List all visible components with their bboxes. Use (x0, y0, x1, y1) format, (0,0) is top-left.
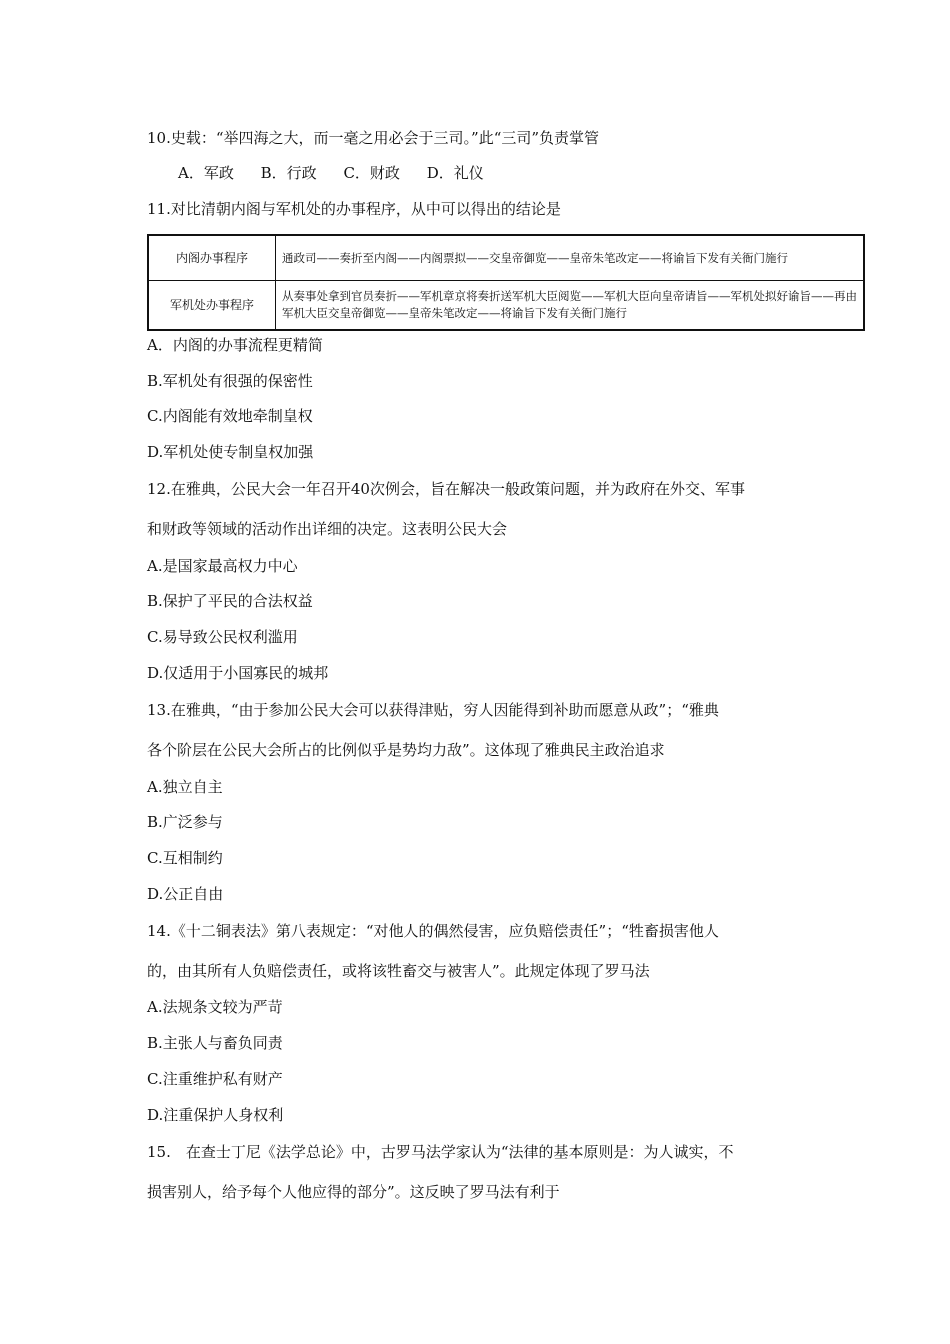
table-row-process: 通政司——奏折至内阁——内阁票拟——交皇帝御览——皇帝朱笔改定——将谕旨下发有关衙门施行 (276, 235, 865, 281)
question-13-stem-line-1: 13.在雅典，“由于参加公民大会可以获得津贴，穷人因能得到补助而愿意从政”；“雅典 (147, 701, 719, 719)
question-13-option-d: D.公正自由 (147, 885, 224, 903)
question-15-stem-line-1: 15. 在查士丁尼《法学总论》中，古罗马法学家认为“法律的基本原则是：为人诚实，不 (147, 1143, 734, 1161)
question-12-option-b: B.保护了平民的合法权益 (147, 592, 313, 610)
question-14-option-a: A.法规条文较为严苛 (147, 998, 283, 1016)
question-11-option-c: C.内阁能有效地牵制皇权 (147, 407, 313, 425)
question-10-option-d: D．礼仪 (426, 164, 484, 182)
question-10-stem: 10.史载：“举四海之大，而一毫之用必会于三司。”此“三司”负责掌管 (147, 129, 600, 147)
question-10-option-b: B．行政 (260, 164, 317, 182)
question-14-stem-line-1: 14.《十二铜表法》第八表规定：“对他人的偶然侵害，应负赔偿责任”；“牲畜损害他人 (147, 922, 719, 940)
question-14-stem-line-2: 的，由其所有人负赔偿责任，或将该牲畜交与被害人”。此规定体现了罗马法 (147, 962, 650, 980)
question-11-option-d: D.军机处使专制皇权加强 (147, 443, 314, 461)
question-11-stem: 11.对比清朝内阁与军机处的办事程序，从中可以得出的结论是 (147, 200, 561, 218)
question-13-stem-line-2: 各个阶层在公民大会所占的比例似乎是势均力敌”。这体现了雅典民主政治追求 (147, 741, 665, 759)
question-12-stem-line-1: 12.在雅典，公民大会一年召开40次例会，旨在解决一般政策问题，并为政府在外交、军事 (147, 480, 745, 498)
question-14-option-d: D.注重保护人身权利 (147, 1106, 284, 1124)
question-10-option-a: A．军政 (178, 164, 234, 182)
question-13-option-a: A.独立自主 (147, 778, 223, 796)
question-11-option-b: B.军机处有很强的保密性 (147, 372, 313, 390)
table-row-label: 军机处办事程序 (148, 281, 276, 331)
question-10-options (178, 163, 484, 183)
question-15-stem-line-2: 损害别人，给予每个人他应得的部分”。这反映了罗马法有利于 (147, 1183, 560, 1201)
question-14-option-b: B.主张人与畜负同责 (147, 1034, 283, 1052)
question-13-option-c: C.互相制约 (147, 849, 223, 867)
procedure-comparison-table (147, 234, 865, 331)
question-14-option-c: C.注重维护私有财产 (147, 1070, 283, 1088)
question-13-option-b: B.广泛参与 (147, 813, 223, 831)
table-row-label: 内阁办事程序 (148, 235, 276, 281)
question-12-stem-line-2: 和财政等领域的活动作出详细的决定。这表明公民大会 (147, 520, 508, 538)
question-12-option-c: C.易导致公民权利滥用 (147, 628, 298, 646)
table-row (148, 281, 864, 331)
question-12-option-d: D.仅适用于小国寡民的城邦 (147, 664, 329, 682)
question-12-option-a: A.是国家最高权力中心 (147, 557, 298, 575)
question-11-option-a: A．内阁的办事流程更精简 (147, 336, 323, 354)
table-row (148, 235, 864, 281)
table-row-process: 从奏事处拿到官员奏折——军机章京将奏折送军机大臣阅览——军机大臣向皇帝请旨——军机处拟好谕旨——再由军机大臣交皇帝御览——皇帝朱笔改定——将谕旨下发有关衙门施行 (276, 281, 865, 331)
question-10-option-c: C．财政 (343, 164, 400, 182)
